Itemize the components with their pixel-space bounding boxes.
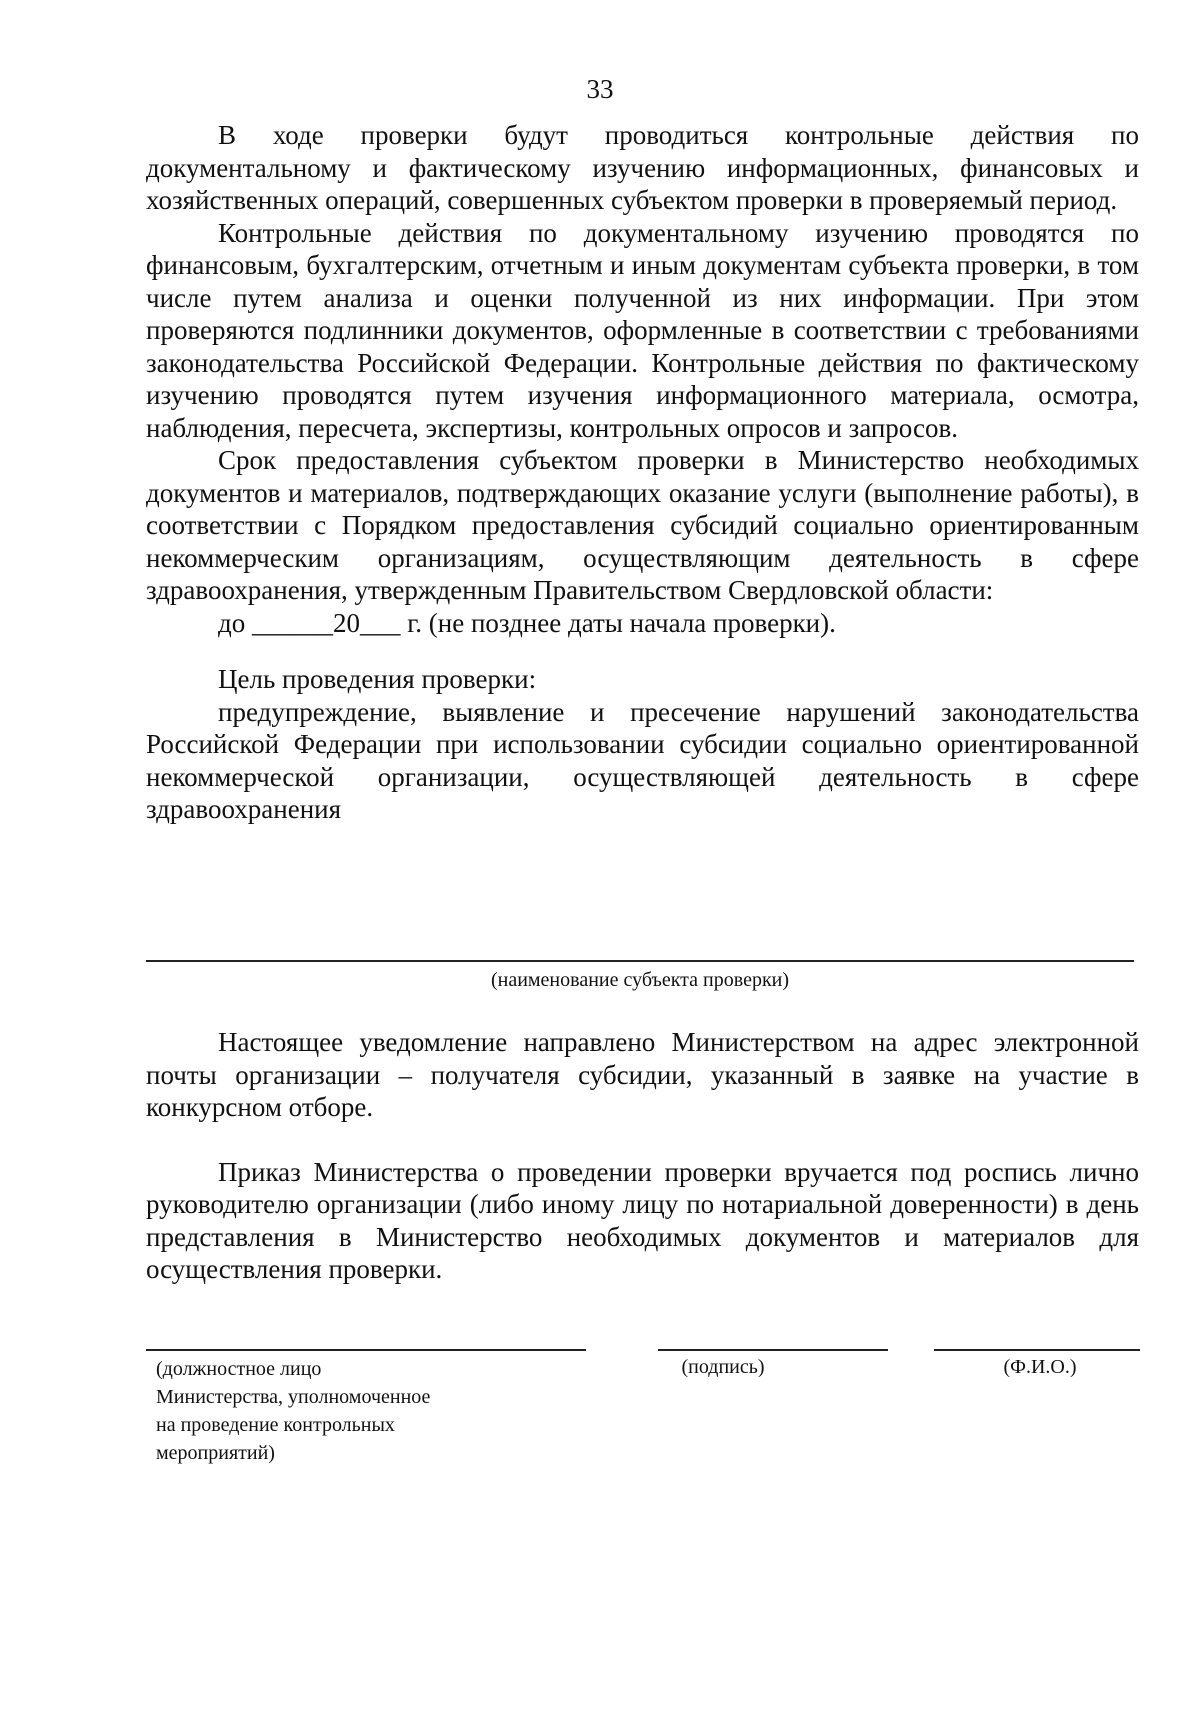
subject-name-line: [146, 960, 1134, 962]
paragraph-inspection-actions: В ходе проверки будут проводиться контрольные действия по документальному и фактическому изучению информационных, финансовых и хозяйственных операций, совершенных субъектом проверки в проверяемый период.: [146, 120, 1139, 215]
paragraph-order-delivery: Приказ Министерства о проведении проверки вручается под роспись лично руководителю организации (либо иному лицу по нотариальной доверенности) в день представления в Министерство необходимых документов и материалов для осуществления проверки.: [146, 1156, 1139, 1284]
name-line: [934, 1349, 1140, 1351]
paragraph-deadline-date: до ______20___ г. (не позднее даты начала проверки).: [218, 607, 836, 638]
subject-name-caption: (наименование субъекта проверки): [490, 969, 790, 991]
notice-block: [146, 1026, 1139, 1286]
official-signature-line: [146, 1349, 586, 1351]
paragraph-documentary-study: Контрольные действия по документальному изучению проводятся по финансовым, бухгалтерским, отчетным и иным документам субъекта проверки, в том числе путем анализа и оценки полученной из них информации. При этом проверяются подлинники документов, оформленные в соответствии с требованиями законодательства Российской Федерации. Контрольные действия по фактическому изучению проводятся путем изучения информационного материала, осмотра, наблюдения, пересчета, экспертизы, контрольных опросов и запросов.: [146, 217, 1139, 443]
paragraph-submission-deadline: Срок предоставления субъектом проверки в Министерство необходимых документов и материалов, подтверждающих оказание услуги (выполнение работы), в соответствии с Порядком предоставления субсидий социально ориентированным некоммерческим организациям, осуществляющим деятельность в сфере здравоохранения, утвержденным Правительством Свердловской области:: [146, 445, 1139, 605]
body-text: [146, 119, 1139, 826]
paragraph-purpose-heading: Цель проведения проверки:: [218, 664, 537, 694]
official-label: (должностное лицо Министерства, уполномоченное на проведение контрольных мероприятий): [156, 1358, 431, 1464]
paragraph-notice-email: Настоящее уведомление направлено Министерством на адрес электронной почты организации – получателя субсидии, указанный в заявке на участие в конкурсном отборе.: [146, 1027, 1139, 1122]
paragraph-purpose-text: предупреждение, выявление и пресечение нарушений законодательства Российской Федерации при использовании субсидии социально ориентированной некоммерческой организации, осуществляющей деятельность в сфере здравоохранения: [146, 696, 1139, 824]
name-label: (Ф.И.О.): [1003, 1356, 1077, 1378]
page-number: 33: [586, 74, 614, 104]
signature-label: (подпись): [681, 1356, 765, 1378]
signature-line: [658, 1349, 888, 1351]
